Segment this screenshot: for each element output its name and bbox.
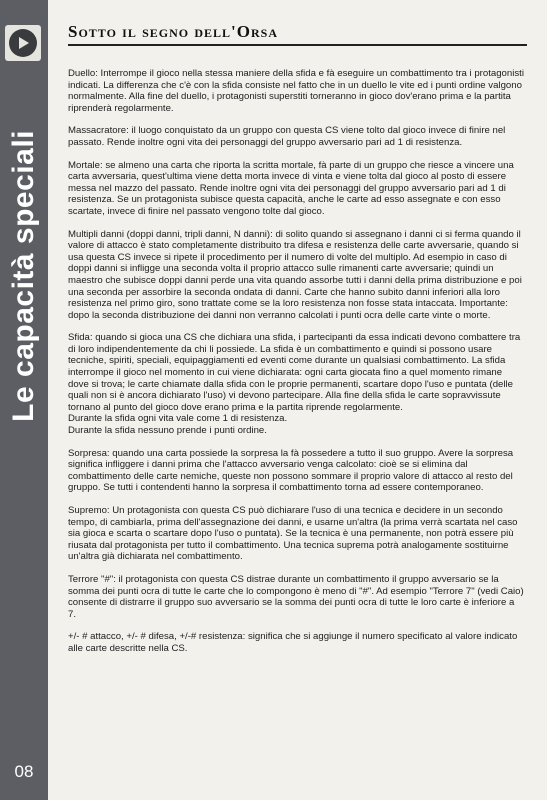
play-triangle-icon <box>15 35 31 51</box>
paragraph-terrore: Terrore "#": il protagonista con questa CS distrae durante un combattimento il gruppo avversario se la somma dei punti ocra di tutte le carte che lo compongono è meno di "#". Ad esempio "Terrore 7" (vedi Caio) consente di distrarre il gruppo suo avversario se la somma dei punti ocra di tutte le loro carte è inferiore a 7. <box>68 573 524 620</box>
paragraph-modifiers: +/- # attacco, +/- # difesa, +/-# resistenza: significa che si aggiunge il numero specificato al valore indicato alle carte descritte nella CS. <box>68 631 518 654</box>
logo-box <box>5 25 41 61</box>
paragraph-mortale: Mortale: se almeno una carta che riporta la scritta mortale, fà parte di un gruppo che riesce a vincere una carta avversaria, quest'ultima viene detta morta invece di vinta e viene tolta dal gioco al posto di essere messa nel mazzo del passato. Rende inoltre ogni vita dei personaggi del gruppo avversario pari ad 1 di resistenza. Se un protagonista subisce questa capacità, anche le carte ad esso assegnate e con esso scartate, invece di finire nel passato vengono tolte dal gioco. <box>68 159 514 217</box>
paragraph-sfida-line3: Durante la sfida nessuno prende i punti ordine. <box>68 425 267 437</box>
paragraph-supremo: Supremo: Un protagonista con questa CS può dichiarare l'uso di una tecnica e decidere in un secondo tempo, di cambiarla, prima dell'assegnazione dei danni, e usarne un'altra (la prima verrà scartata nel caso sia gioca e scarta o scartare dopo l'uso o puntata). Se la tecnica è una permanente, non potrà essere più riusata dal protagonista per tutto il combattimento. Una tecnica suprema potrà analogamente sostituirne un'altra già dichiarata nel combattimento. <box>68 505 518 563</box>
paragraph-sfida: Sfida: quando si gioca una CS che dichiara una sfida, i partecipanti da essa indicati devono combattere tra di loro indipendentemente da chi li possiede. La sfida è un combattimento e quindi si possono usare tecniche, spiriti, speciali, equipaggiamenti ed eventi come durante un qualsiasi combattimento. La sfida interrompe il gioco nel momento in cui viene dichiarata: ogni carta giocata fino a quel momento rimane dove si trova; le carte chiamate dalla sfida con le proprie permanenti, scartare dopo l'uso e puntata (delle quali non si è ancora dichiarato l'uso) vi devono partecipare. Alla fine della sfida le carte sopravvissute tornano al punto del gioco dove erano prima e la partita riprende regolarmente. <box>68 332 521 413</box>
header-divider <box>68 44 527 46</box>
paragraph-massacratore: Massacratore: il luogo conquistato da un gruppo con questa CS viene tolto dal gioco invece di finire nel passato. Rende inoltre ogni vita dei personaggi del gruppo avversario pari ad 1 di resistenza. <box>68 125 506 148</box>
paragraph-sfida-line2: Durante la sfida ogni vita vale come 1 di resistenza. <box>68 413 288 425</box>
paragraph-multipli-danni: Multipli danni (doppi danni, tripli danni, N danni): di solito quando si assegnano i danni ci si ferma quando il valore di attacco è stato completamente distribuito tra difesa e resistenza delle carte avversarie, quando si usa questa CS invece si ripete il procedimento per il numero di volte del multiplo. Ad esempio in caso di doppi danni si infligge una seconda volta il proprio attacco sulle rimanenti carte avversarie; quindi un maestro che subisce doppi danni perde una vita quando assorbe tutti i danni della prima distribuzione e poi una seconda per assorbire la seconda ondata di danni. Carte che hanno subito danni inferiori alla loro resistenza nel primo giro, sono trattate come se la loro resistenza non fosse stata intaccata. Importante: dopo la seconda distribuzione dei danni non verranno calcolati i punti ocra delle carte vinte o morte. <box>68 228 522 321</box>
page-number: 08 <box>14 762 34 781</box>
main-text <box>68 68 524 666</box>
page-title: Sotto il segno dell'Orsa <box>68 22 278 41</box>
logo-circle <box>9 29 37 57</box>
sidebar <box>0 0 48 800</box>
section-label <box>2 130 46 570</box>
paragraph-duello: Duello: Interrompe il gioco nella stessa maniere della sfida e fà eseguire un combattimento tra i protagonisti indicati. La differenza che c'è con la sfida consiste nel fatto che in un duello le vite ed i punti ordine valgono normalmente. Alla fine del duello, i protagonisti superstiti torneranno in gioco dov'erano prima e la partita riprenderà regolarmente. <box>68 68 524 114</box>
paragraph-sorpresa: Sorpresa: quando una carta possiede la sorpresa la fà possedere a tutto il suo gruppo. Avere la sorpresa significa infliggere i danni prima che l'attacco avversario venga calcolato: cioè se si elimina dal combattimento delle carte nemiche, queste non possono sommare il proprio valore di attacco al resto del gruppo. Se tutti i contendenti hanno la sorpresa il combattimento torna ad essere contemporaneo. <box>68 447 514 494</box>
section-label-text: Le capacità speciali <box>7 130 40 422</box>
